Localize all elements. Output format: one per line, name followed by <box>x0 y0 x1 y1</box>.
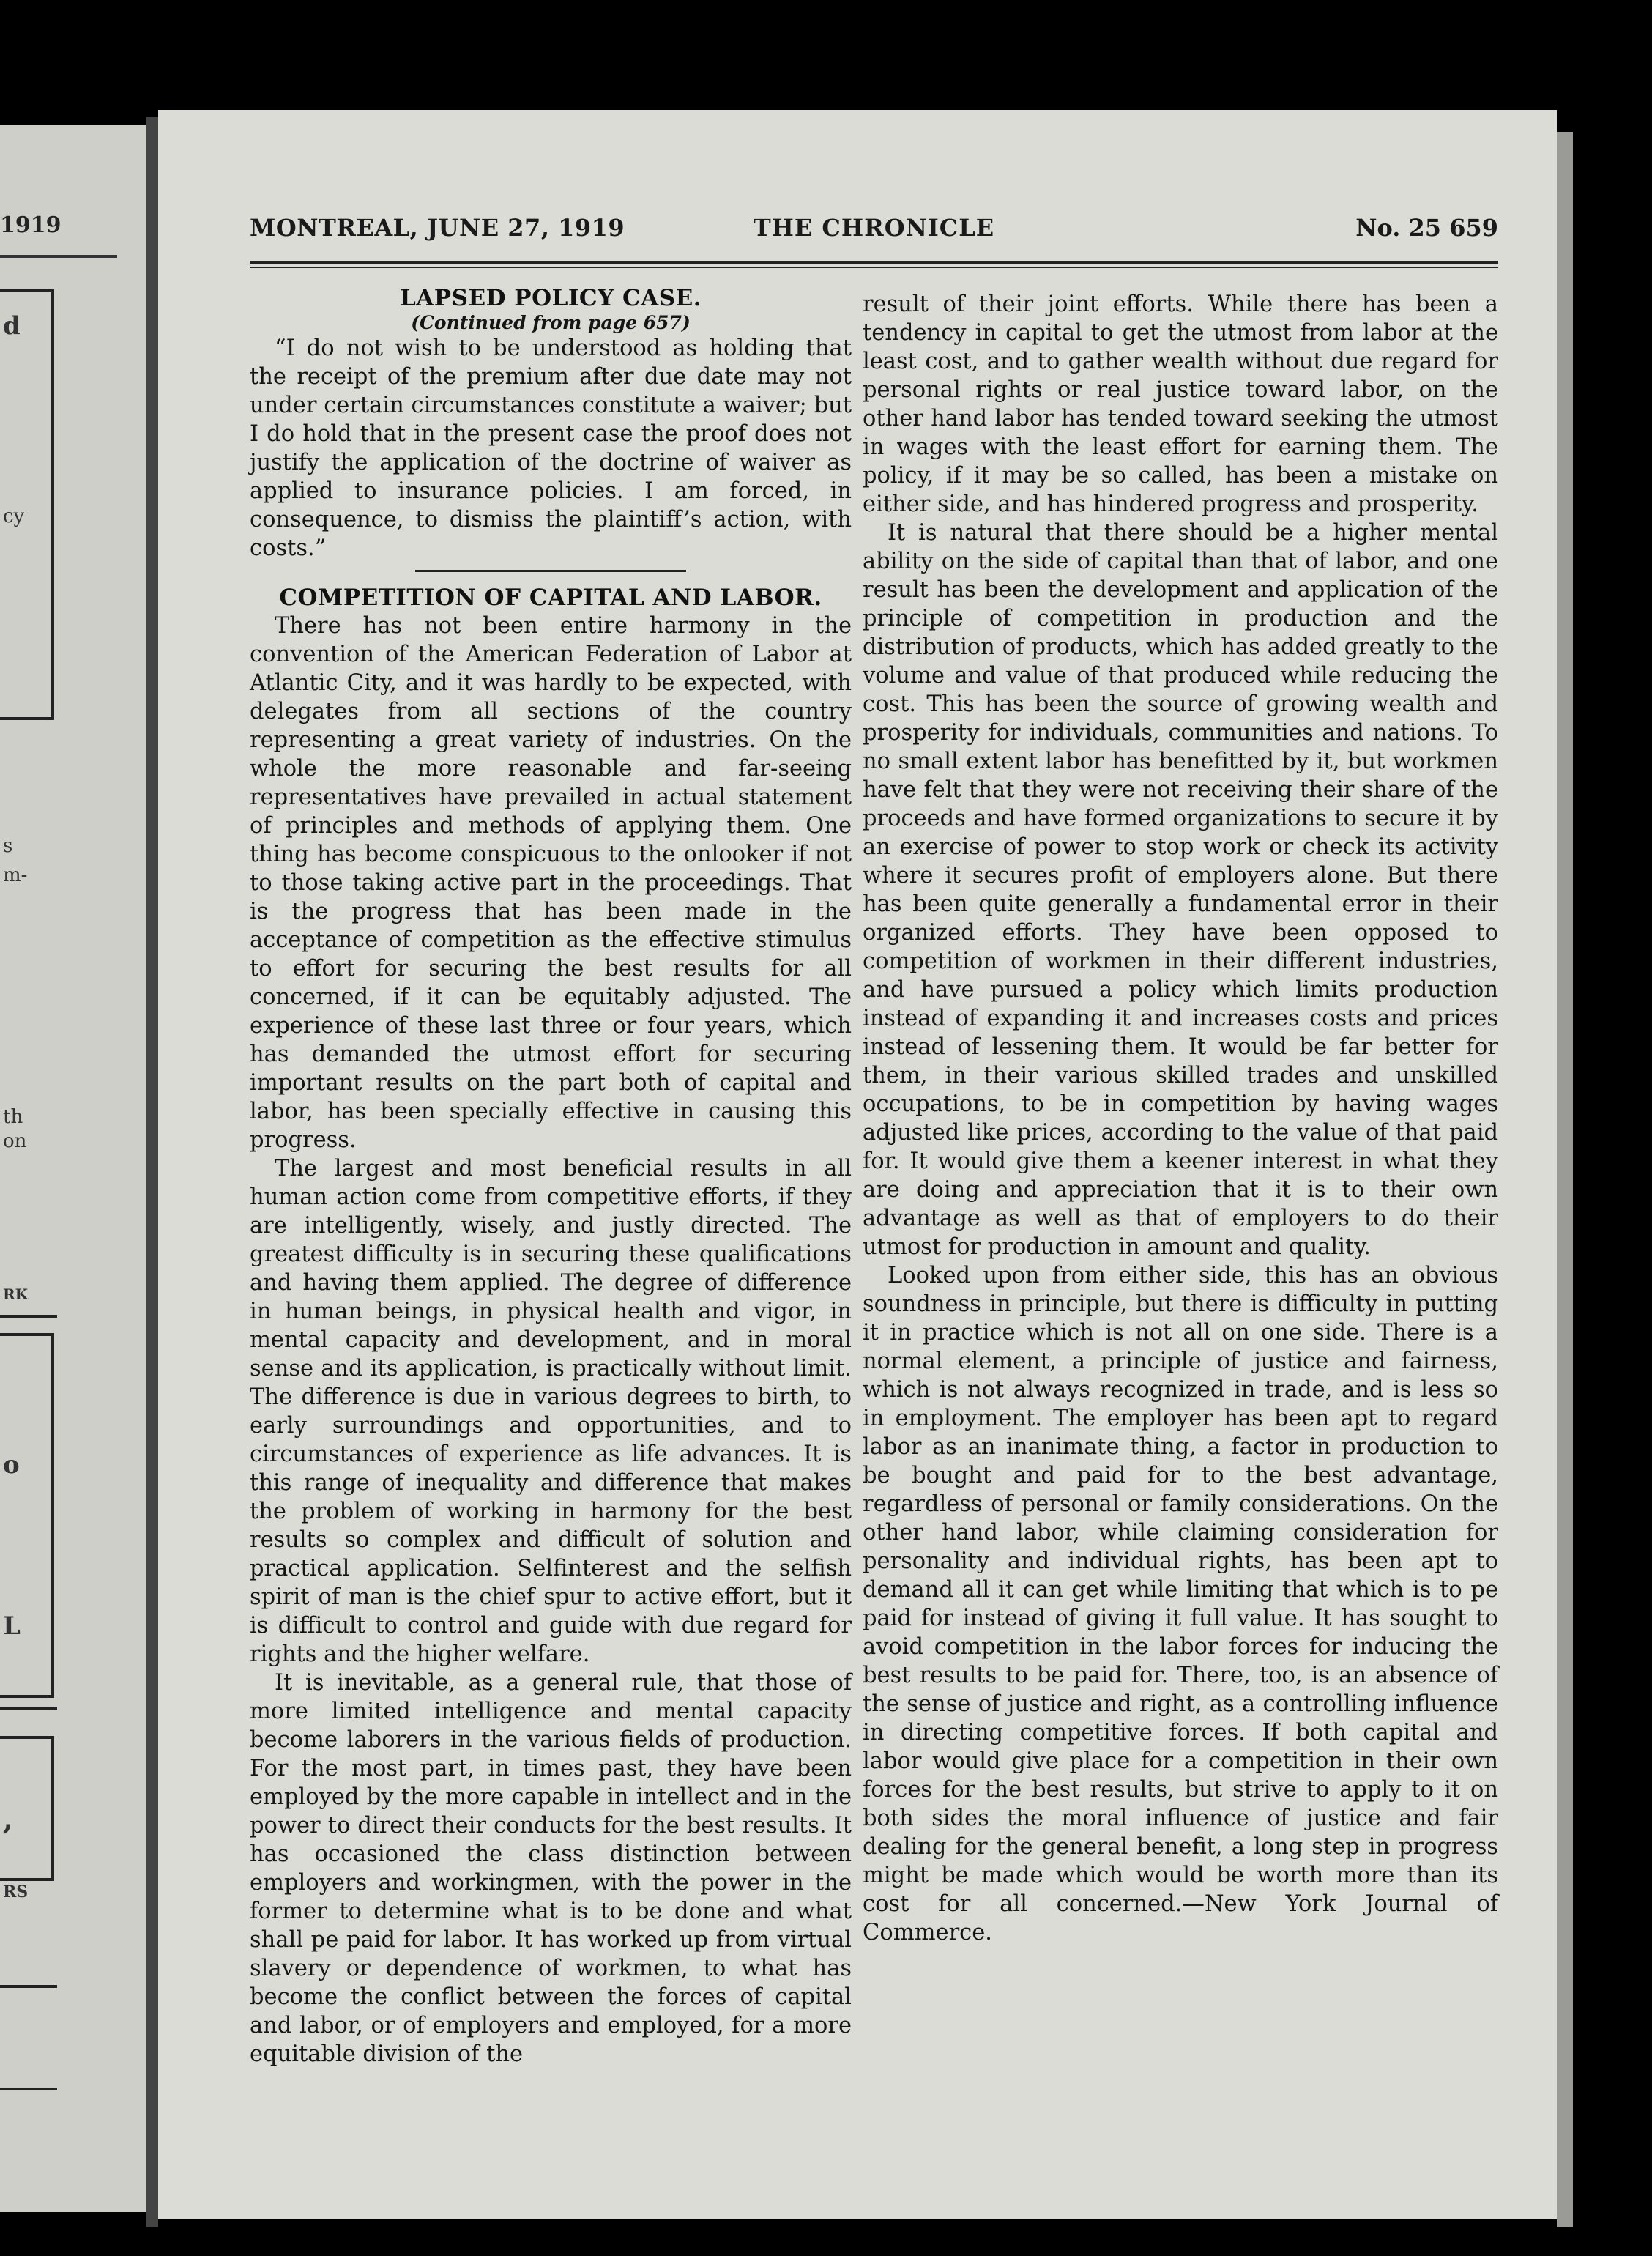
adjacent-fragment-10: , <box>3 1802 13 1836</box>
adjacent-fragment-11: RS <box>3 1882 29 1901</box>
page-number: No. 25 659 <box>1355 214 1498 242</box>
page-edge-shadow <box>1557 132 1573 2227</box>
adjacent-fragment-7: RK <box>3 1285 29 1303</box>
running-header <box>250 214 1498 248</box>
adjacent-rule-2 <box>0 1707 57 1710</box>
lapsed-policy-paragraph: “I do not wish to be understood as holding that the receipt of the premium after due date may not under certain circumstances constitute a waiver; but I do hold that in the present case the proof does not justify the application of the doctrine of waiver as applied to insurance policies. I am forced, in consequence, to dismiss the plaintiff’s action, with costs.” <box>250 335 852 561</box>
right-column <box>863 290 1498 1947</box>
adjacent-fragment-5: th <box>3 1106 23 1128</box>
article-paragraph-5: Looked upon from either side, this has an obvious soundness in principle, but there is difficulty in putting it in practice which is not all on one side. There is a normal element, a principle of justice and fairness, which is not always recognized in trade, and is less so in employment. The employer has been apt to regard labor as an inanimate thing, a factor in production to be bought and paid for to the best advantage, regardless of personal or family considerations. On the other hand labor, while claiming consideration for personality and individual rights, has been apt to demand all it can get while limiting that which is to pe paid for instead of giving it full value. It has sought to avoid competition in the labor forces for inducing the best results to be paid for. There, too, is an absence of the sense of justice and right, as a controlling influence in directing competitive forces. If both capital and labor would give place for a competition in their own forces for the best results, but strive to apply to it on both sides the moral influence of justice and fair dealing for the general benefit, a long step in progress might be made which would be worth more than its cost for all concerned.—New York Journal of Commerce. <box>863 1263 1498 1945</box>
adjacent-rule-1 <box>0 1315 57 1318</box>
competition-article-title: COMPETITION OF CAPITAL AND LABOR. <box>279 585 822 611</box>
adjacent-page-year: 1919 <box>0 212 62 238</box>
adjacent-page-fragment <box>0 125 146 2212</box>
newspaper-page <box>158 110 1557 2219</box>
adjacent-rule-3 <box>0 1985 57 1988</box>
header-rule-thin <box>250 267 1498 268</box>
continued-note: (Continued from page 657) <box>411 312 691 333</box>
adjacent-fragment-9: L <box>3 1611 21 1641</box>
left-column <box>250 284 852 2068</box>
header-rule-thick <box>250 261 1498 264</box>
page-gutter <box>146 117 158 2227</box>
article-paragraph-1: There has not been entire harmony in the convention of the American Federation of Labor at Atlantic City, and it was hardly to be expected, with delegates from all sections of the country representing a great variety of industries. On the whole the more reasonable and far-seeing representatives have prevailed in actual statement of principles and methods of applying them. One thing has become conspicuous to the onlooker if not to those taking active part in the proceedings. That is the progress that has been made in the acceptance of competition as the effective stimulus to effort for securing the best results for all concerned, if it can be equitably adjusted. The experience of these last three or four years, which has demanded the utmost effort for securing important results on the part both of capital and labor, has been specially effective in causing this progress. <box>250 613 852 1153</box>
article-paragraph-3: It is inevitable, as a general rule, that those of more limited intelligence and mental capacity become laborers in the various fields of production. For the most part, in times past, they have been employed by the more capable in intellect and in the power to direct their conducts for the best results. It has occasioned the class distinction between employers and workingmen, with the power in the former to determine what is to be done and what shall pe paid for labor. It has worked up from virtual slavery or dependence of workmen, to what has become the conflict between the forces of capital and labor, or of employers and employed, for a more equitable division of the <box>250 1670 852 2067</box>
article-paragraph-2: The largest and most beneficial results in all human action come from competitive efforts, if they are intelligently, wisely, and justly directed. The greatest difficulty is in securing these qualifications and having them applied. The degree of difference in human beings, in physical health and vigor, in mental capacity and development, and in moral sense and its application, is practically without limit. The difference is due in various degrees to birth, to early surroundings and opportunities, and to circumstances of experience as life advances. It is this range of inequality and difference that makes the problem of working in harmony for the best results so complex and difficult of solution and practical application. Selfinterest and the selfish spirit of man is the chief spur to active effort, but it is difficult to control and guide with due regard for rights and the higher welfare. <box>250 1156 852 1667</box>
issue-date: MONTREAL, JUNE 27, 1919 <box>250 214 625 242</box>
adjacent-fragment-4: m- <box>3 864 28 886</box>
adjacent-ad-box-1 <box>0 289 54 720</box>
adjacent-fragment-6: on <box>3 1130 27 1152</box>
section-divider <box>415 570 686 572</box>
journal-title: THE CHRONICLE <box>753 214 995 242</box>
adjacent-fragment-8: o <box>3 1450 20 1480</box>
adjacent-ad-box-2 <box>0 1333 54 1698</box>
article-paragraph-4: It is natural that there should be a higher mental ability on the side of capital than that of labor, and one result has been the development and application of the principle of competition in production and the distribution of products, which has added greatly to the volume and value of that produced while reducing the cost. This has been the source of growing wealth and prosperity for individuals, communities and nations. To no small extent labor has benefitted by it, but workmen have felt that they were not receiving their share of the proceeds and have formed organizations to secure it by an exercise of power to stop work or check its activity where it secures profit of employers alone. But there has been quite generally a fundamental error in their organized efforts. They have been opposed to competition of workmen in their different industries, and have pursued a policy which limits production instead of expanding it and increases costs and prices instead of lessening them. It would be far better for them, in their various skilled trades and unskilled occupations, to be in competition by having wages adjusted like prices, according to the value of that paid for. It would give them a keener interest in what they are doing and appreciation that it is to their own advantage as well as that of employers to do their utmost for production in amount and quality. <box>863 520 1498 1260</box>
adjacent-rule-4 <box>0 2088 57 2090</box>
adjacent-page-rule <box>0 255 117 258</box>
lapsed-policy-title: LAPSED POLICY CASE. <box>399 285 702 311</box>
adjacent-fragment-2: cy <box>3 505 25 527</box>
article-paragraph-3-continued: result of their joint efforts. While there has been a tendency in capital to get the utmost from labor at the least cost, and to gather wealth without due regard for personal rights or real justice toward labor, on the other hand labor has tended toward seeking the utmost in wages with the least effort for earning them. The policy, if it may be so called, has been a mistake on either side, and has hindered progress and prosperity. <box>863 292 1498 517</box>
adjacent-fragment-1: d <box>3 311 21 341</box>
adjacent-fragment-3: s <box>3 835 13 857</box>
